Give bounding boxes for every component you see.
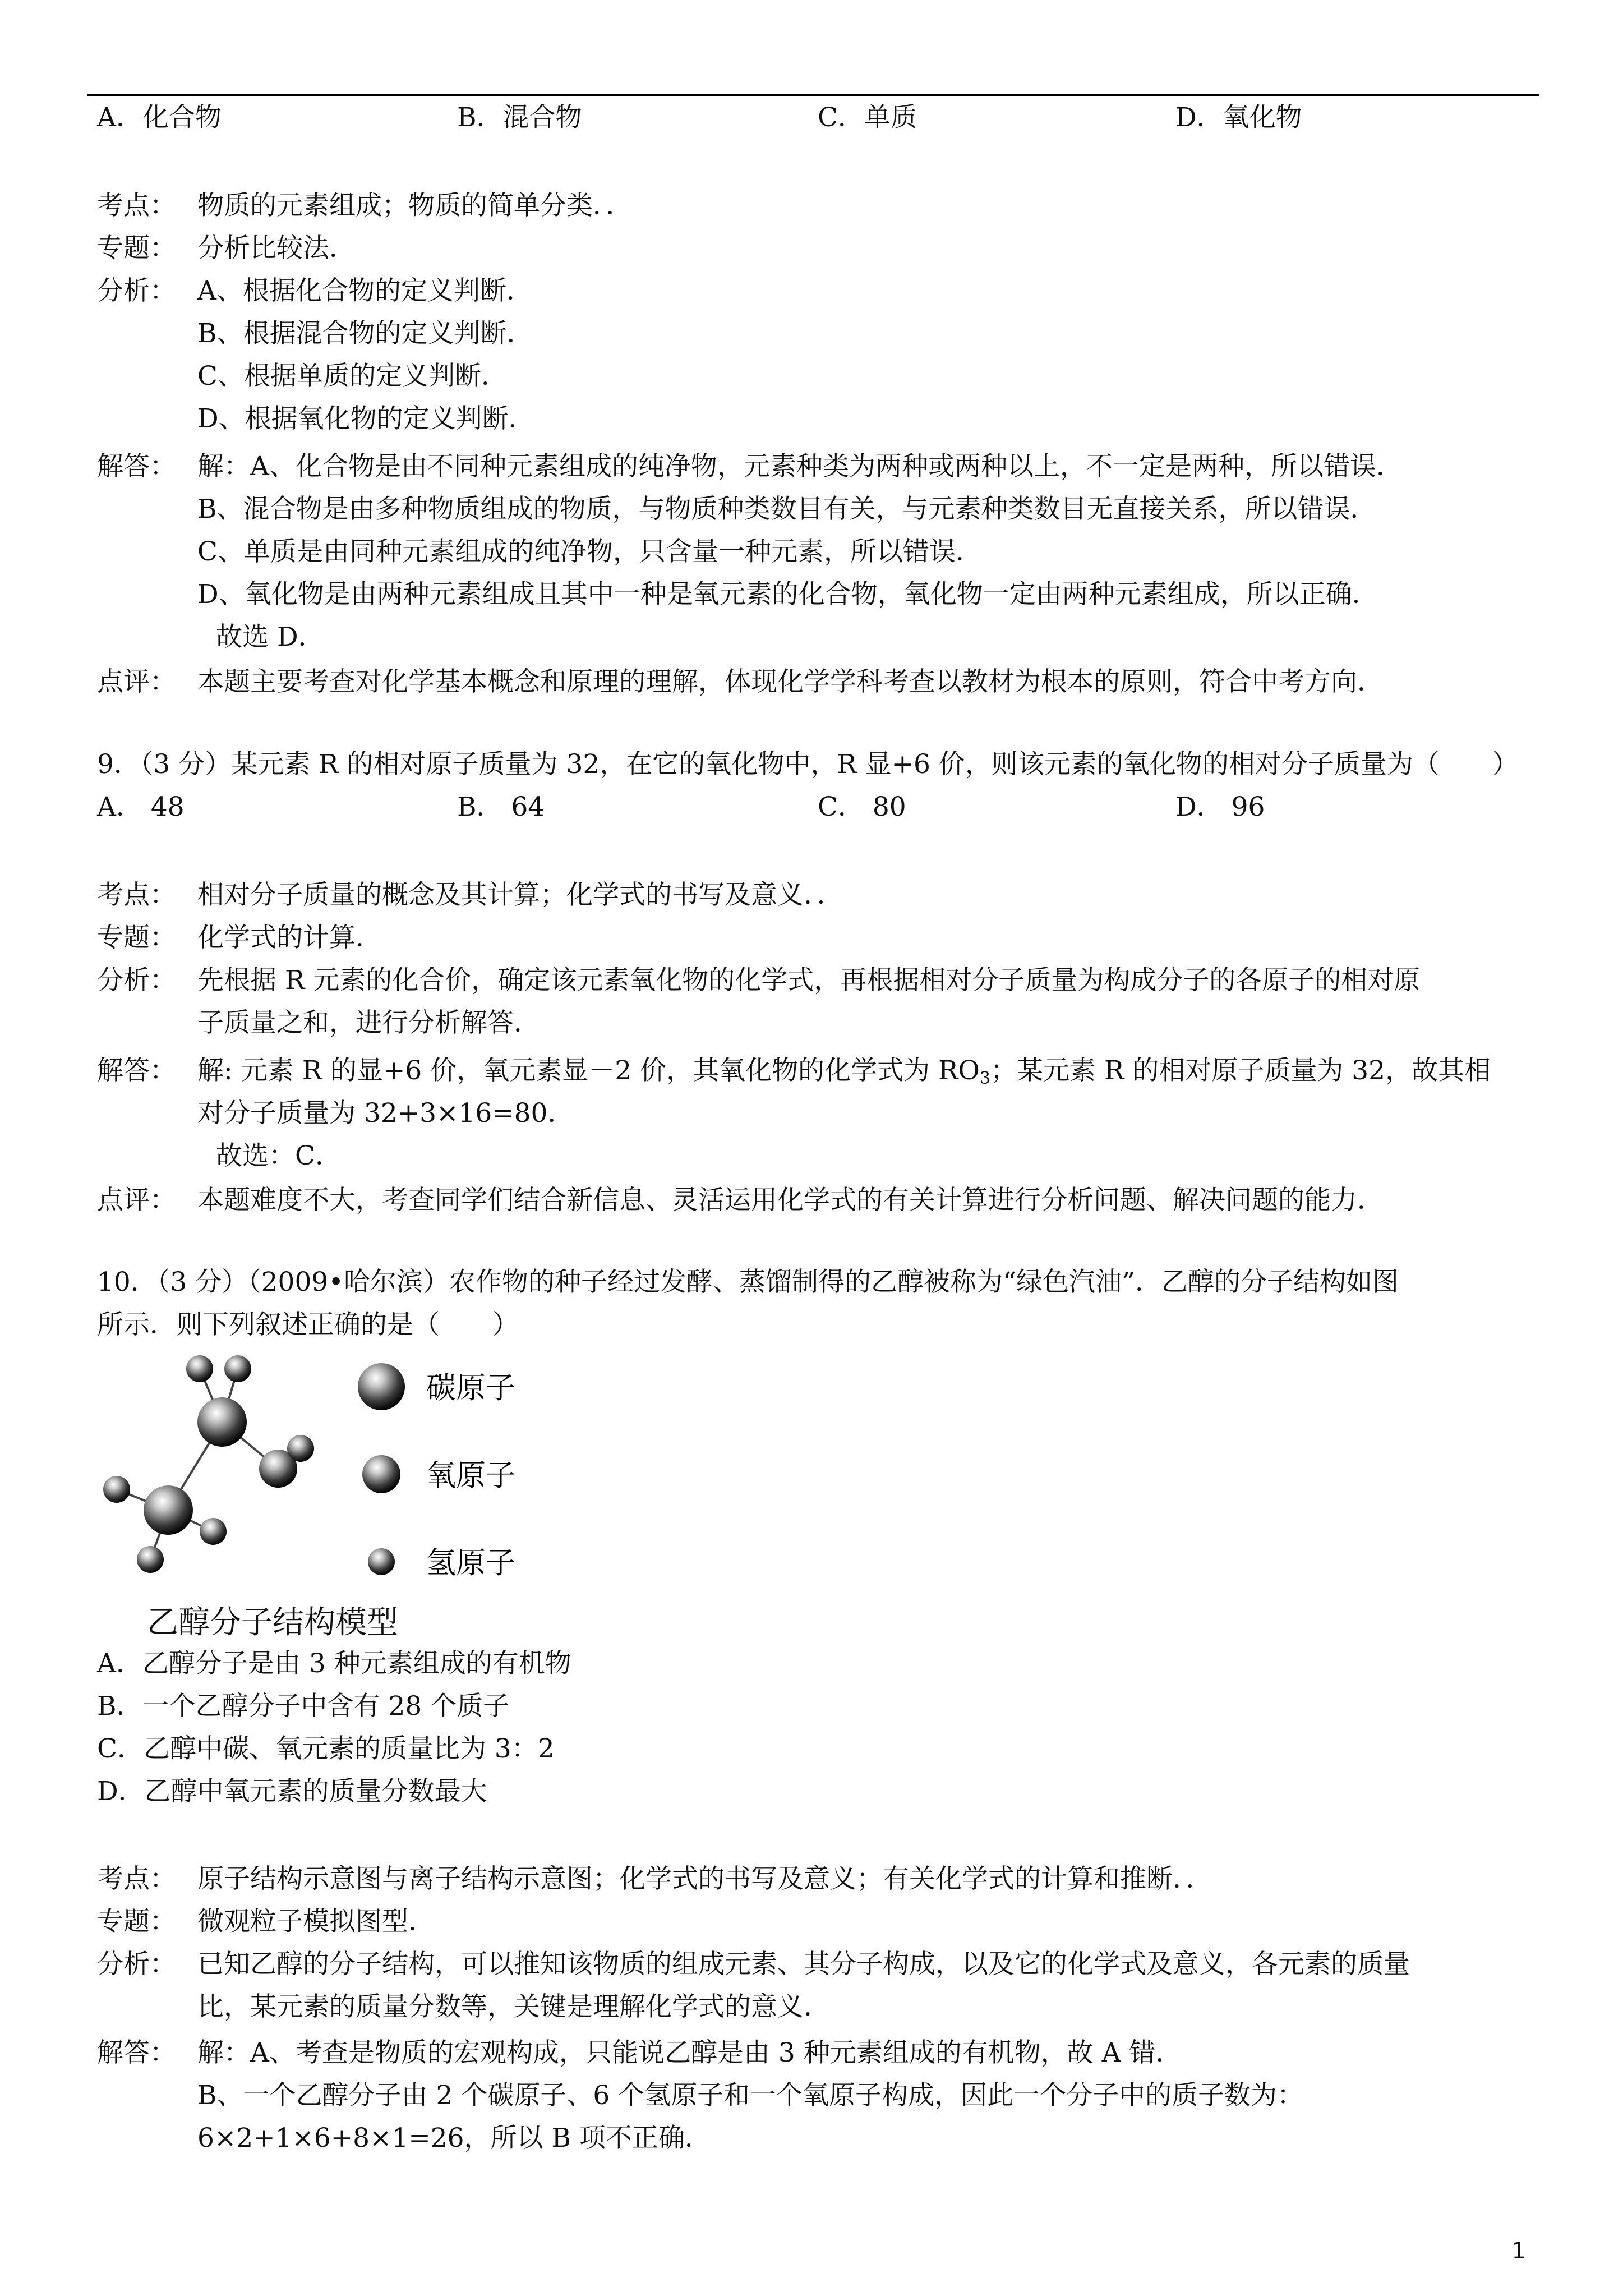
- page-number: 1: [1511, 2238, 1526, 2264]
- q9-jieda-line: [197, 1055, 1491, 1094]
- q9-jieda-post: ；某元素 R 的相对原子质量为 32，故其相: [990, 1055, 1491, 1086]
- q9-dianping-label: 点评：: [97, 1185, 176, 1216]
- q9-jieda-line: 对分子质量为 32+3×16=80．: [197, 1098, 574, 1129]
- q10-stem-line1: 10．（3 分）（2009•哈尔滨）农作物的种子经过发酵、蒸馏制得的乙醇被称为“绿色汽油”．乙醇的分子结构如图: [97, 1267, 1399, 1297]
- q8-zhuanti-label: 专题：: [97, 233, 176, 264]
- legend-carbon-icon: [358, 1363, 405, 1410]
- q9-fenxi-label: 分析：: [97, 965, 176, 996]
- q9-option-b: B． 64: [457, 792, 545, 822]
- q9-option-a: A． 48: [97, 792, 185, 822]
- q8-kaodian-label: 考点：: [97, 190, 176, 221]
- q8-fenxi-line: B、根据混合物的定义判断．: [197, 318, 533, 349]
- figure-caption: 乙醇分子结构模型: [147, 1604, 398, 1641]
- q10-option-d: D．乙醇中氧元素的质量分数最大: [97, 1776, 487, 1807]
- q10-option-a: A．乙醇分子是由 3 种元素组成的有机物: [97, 1648, 571, 1679]
- legend: [358, 1363, 515, 1580]
- q9-zhuanti: 化学式的计算．: [197, 922, 382, 953]
- q8-jieda-line: B、混合物是由多种物质组成的物质，与物质种类数目有关，与元素种类数目无直接关系，所以错误．: [197, 494, 1377, 524]
- q8-jieda-line: 故选 D．: [216, 622, 325, 652]
- q9-option-c: C． 80: [818, 792, 906, 822]
- legend-oxygen-label: 氧原子: [426, 1458, 515, 1493]
- ethanol-molecule-figure: [90, 1352, 594, 1604]
- q9-kaodian-label: 考点：: [97, 880, 176, 910]
- q10-zhuanti-label: 专题：: [97, 1906, 176, 1937]
- header-rule: [87, 94, 1539, 96]
- q8-fenxi-label: 分析：: [97, 275, 176, 306]
- q10-fenxi-line: 已知乙醇的分子结构，可以推知该物质的组成元素、其分子构成，以及它的化学式及意义，各元素的质量: [197, 1949, 1410, 1980]
- q8-dianping: 本题主要考查对化学基本概念和原理的理解，体现化学学科考查以教材为根本的原则，符合中考方向．: [197, 666, 1384, 697]
- q9-fenxi-line: 子质量之和，进行分析解答．: [197, 1007, 540, 1038]
- legend-oxygen-icon: [362, 1455, 400, 1493]
- q8-fenxi-line: A、根据化合物的定义判断．: [197, 275, 533, 306]
- q10-zhuanti: 微观粒子模拟图型．: [197, 1906, 435, 1937]
- q9-option-d: D． 96: [1175, 792, 1265, 822]
- q8-jieda-line: 解：A、化合物是由不同种元素组成的纯净物，元素种类为两种或两种以上，不一定是两种，所以错误．: [197, 451, 1403, 482]
- q8-jieda-line: D、氧化物是由两种元素组成且其中一种是氧元素的化合物，氧化物一定由两种元素组成，所以正确．: [197, 579, 1378, 610]
- legend-hydrogen-icon: [368, 1548, 395, 1575]
- q9-zhuanti-label: 专题：: [97, 922, 176, 953]
- q10-kaodian-label: 考点：: [97, 1864, 176, 1894]
- q10-fenxi-label: 分析：: [97, 1949, 176, 1980]
- q8-option-a: A．化合物: [97, 102, 222, 133]
- q9-jieda-line: 故选：C．: [216, 1140, 342, 1171]
- q10-jieda-line: 解：A、考查是物质的宏观构成，只能说乙醇是由 3 种元素组成的有机物，故 A 错．: [197, 2037, 1182, 2068]
- q10-jieda-line: 6×2+1×6+8×1=26，所以 B 项不正确．: [197, 2123, 711, 2154]
- q9-jieda-label: 解答：: [97, 1055, 176, 1086]
- q10-fenxi-line: 比，某元素的质量分数等，关键是理解化学式的意义．: [197, 1991, 830, 2022]
- q8-dianping-label: 点评：: [97, 666, 176, 697]
- q9-kaodian: 相对分子质量的概念及其计算；化学式的书写及意义．．: [197, 880, 843, 910]
- q10-option-b: B．一个乙醇分子中含有 28 个质子: [97, 1691, 510, 1722]
- q9-fenxi-line: 先根据 R 元素的化合价，确定该元素氧化物的化学式，再根据相对分子质量为构成分子的各原子的相对原: [197, 965, 1421, 996]
- q10-stem-line2: 所示．则下列叙述正确的是（ ）: [97, 1309, 519, 1340]
- legend-carbon-label: 碳原子: [426, 1371, 515, 1405]
- q8-fenxi-line: D、根据氧化物的定义判断．: [197, 403, 535, 434]
- legend-hydrogen-label: 氢原子: [426, 1546, 515, 1580]
- q8-zhuanti: 分析比较法．: [197, 233, 356, 264]
- q10-jieda-line: B、一个乙醇分子由 2 个碳原子、6 个氢原子和一个氧原子构成，因此一个分子中的质子数为：: [197, 2080, 1304, 2111]
- q9-jieda-pre: 解: 元素 R 的显+6 价，氧元素显－2 价，其氧化物的化学式为 RO: [197, 1055, 980, 1086]
- q8-option-d: D．氧化物: [1175, 102, 1302, 133]
- q8-jieda-label: 解答：: [97, 451, 176, 482]
- q9-dianping: 本题难度不大，考查同学们结合新信息、灵活运用化学式的有关计算进行分析问题、解决问题的能力．: [197, 1185, 1384, 1216]
- q8-fenxi-line: C、根据单质的定义判断．: [197, 361, 508, 392]
- q8-option-b: B．混合物: [457, 102, 582, 133]
- q8-option-c: C．单质: [818, 102, 917, 133]
- q9-jieda-sub: 3: [979, 1069, 991, 1088]
- q9-stem: 9．（3 分）某元素 R 的相对原子质量为 32，在它的氧化物中，R 显+6 价，则该元素的氧化物的相对分子质量为（ ）: [97, 749, 1519, 780]
- q10-kaodian: 原子结构示意图与离子结构示意图；化学式的书写及意义；有关化学式的计算和推断．．: [197, 1864, 1212, 1894]
- q8-kaodian: 物质的元素组成；物质的简单分类．．: [197, 190, 633, 221]
- q10-option-c: C．乙醇中碳、氧元素的质量比为 3：2: [97, 1733, 555, 1764]
- q10-jieda-label: 解答：: [97, 2037, 176, 2068]
- q8-jieda-line: C、单质是由同种元素组成的纯净物，只含量一种元素，所以错误．: [197, 536, 982, 567]
